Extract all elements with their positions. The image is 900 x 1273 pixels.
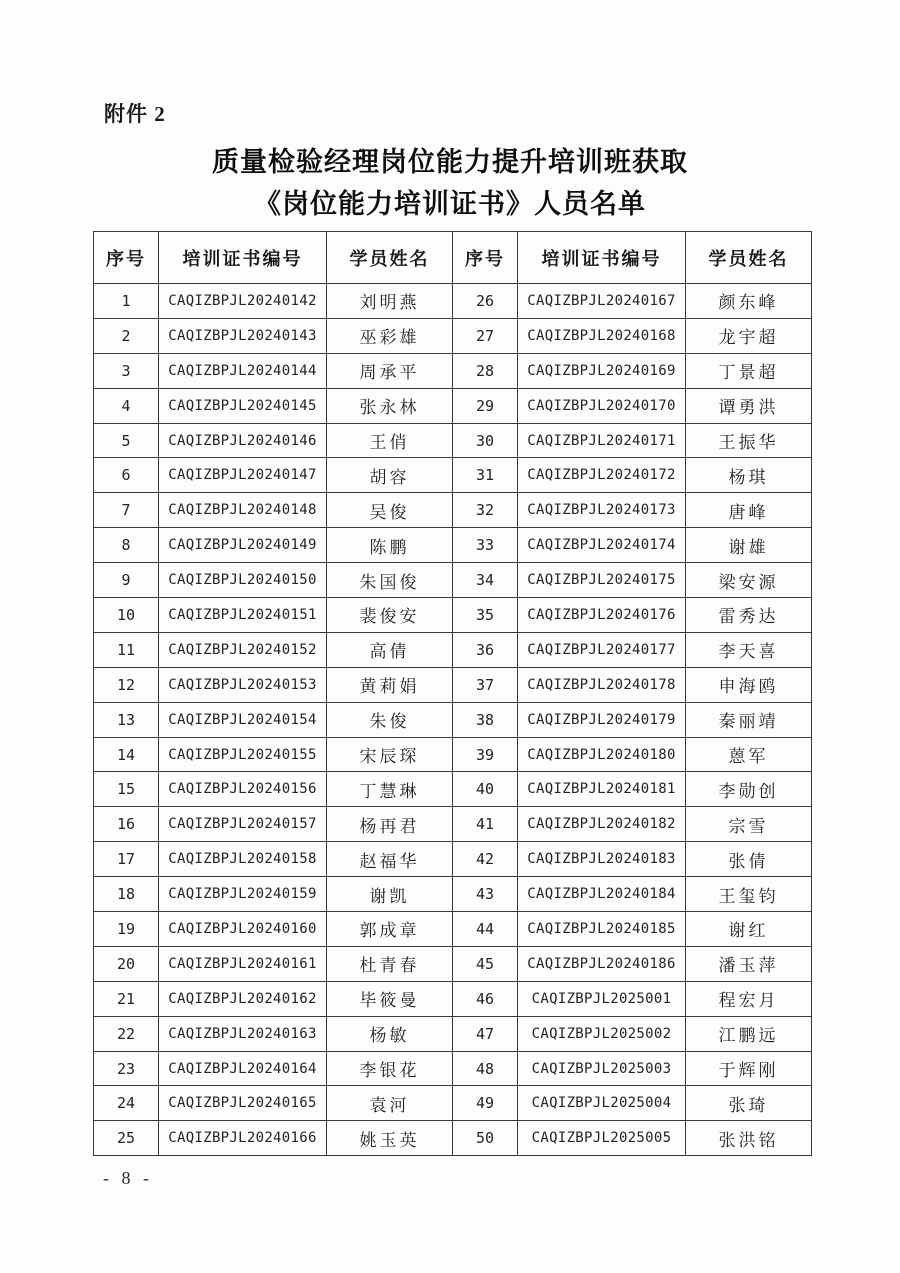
certificate-number-cell: CAQIZBPJL20240147	[159, 458, 327, 493]
column-header-name-right: 学员姓名	[686, 232, 812, 284]
serial-number-cell: 1	[94, 284, 159, 319]
serial-number-cell: 7	[94, 493, 159, 528]
certificate-number-cell: CAQIZBPJL20240171	[518, 423, 686, 458]
student-name-cell: 丁景超	[686, 353, 812, 388]
table-row	[94, 388, 812, 423]
table-row	[94, 702, 812, 737]
certificate-number-cell: CAQIZBPJL20240144	[159, 353, 327, 388]
certificate-number-cell: CAQIZBPJL20240159	[159, 877, 327, 912]
certificate-number-cell: CAQIZBPJL20240158	[159, 842, 327, 877]
certificate-number-cell: CAQIZBPJL20240157	[159, 807, 327, 842]
certificate-number-cell: CAQIZBPJL20240168	[518, 318, 686, 353]
serial-number-cell: 46	[453, 981, 518, 1016]
certificate-number-cell: CAQIZBPJL20240177	[518, 632, 686, 667]
certificate-number-cell: CAQIZBPJL20240143	[159, 318, 327, 353]
serial-number-cell: 27	[453, 318, 518, 353]
certificate-number-cell: CAQIZBPJL20240167	[518, 284, 686, 319]
serial-number-cell: 16	[94, 807, 159, 842]
certificate-number-cell: CAQIZBPJL20240183	[518, 842, 686, 877]
certificate-number-cell: CAQIZBPJL2025001	[518, 981, 686, 1016]
serial-number-cell: 10	[94, 598, 159, 633]
certificate-number-cell: CAQIZBPJL2025005	[518, 1121, 686, 1156]
serial-number-cell: 2	[94, 318, 159, 353]
student-name-cell: 黄莉娟	[327, 667, 453, 702]
serial-number-cell: 48	[453, 1051, 518, 1086]
serial-number-cell: 13	[94, 702, 159, 737]
document-title	[0, 141, 900, 225]
serial-number-cell: 45	[453, 946, 518, 981]
student-name-cell: 周承平	[327, 353, 453, 388]
student-name-cell: 谢雄	[686, 528, 812, 563]
student-name-cell: 蒽军	[686, 737, 812, 772]
serial-number-cell: 34	[453, 563, 518, 598]
student-name-cell: 于辉刚	[686, 1051, 812, 1086]
student-name-cell: 龙宇超	[686, 318, 812, 353]
student-name-cell: 谢红	[686, 912, 812, 947]
serial-number-cell: 39	[453, 737, 518, 772]
column-header-name-left: 学员姓名	[327, 232, 453, 284]
serial-number-cell: 43	[453, 877, 518, 912]
certificate-number-cell: CAQIZBPJL20240164	[159, 1051, 327, 1086]
certificate-number-cell: CAQIZBPJL20240176	[518, 598, 686, 633]
attachment-label: 附件 2	[104, 102, 166, 126]
serial-number-cell: 36	[453, 632, 518, 667]
student-name-cell: 朱俊	[327, 702, 453, 737]
certificate-number-cell: CAQIZBPJL20240142	[159, 284, 327, 319]
table-row	[94, 458, 812, 493]
student-name-cell: 杨再君	[327, 807, 453, 842]
serial-number-cell: 42	[453, 842, 518, 877]
student-name-cell: 王振华	[686, 423, 812, 458]
student-name-cell: 杜青春	[327, 946, 453, 981]
student-name-cell: 胡容	[327, 458, 453, 493]
serial-number-cell: 4	[94, 388, 159, 423]
serial-number-cell: 35	[453, 598, 518, 633]
title-line-1: 质量检验经理岗位能力提升培训班获取	[212, 147, 688, 177]
serial-number-cell: 17	[94, 842, 159, 877]
serial-number-cell: 19	[94, 912, 159, 947]
serial-number-cell: 3	[94, 353, 159, 388]
student-name-cell: 李天喜	[686, 632, 812, 667]
student-name-cell: 李银花	[327, 1051, 453, 1086]
certificate-number-cell: CAQIZBPJL2025004	[518, 1086, 686, 1121]
table-row	[94, 318, 812, 353]
table-row	[94, 493, 812, 528]
certificate-number-cell: CAQIZBPJL20240178	[518, 667, 686, 702]
student-name-cell: 毕筱曼	[327, 981, 453, 1016]
student-name-cell: 程宏月	[686, 981, 812, 1016]
student-name-cell: 裴俊安	[327, 598, 453, 633]
column-header-serial-right: 序号	[453, 232, 518, 284]
certificate-number-cell: CAQIZBPJL20240146	[159, 423, 327, 458]
student-name-cell: 江鹏远	[686, 1016, 812, 1051]
student-name-cell: 姚玉英	[327, 1121, 453, 1156]
table-row	[94, 598, 812, 633]
table-row	[94, 1016, 812, 1051]
column-header-serial-left: 序号	[94, 232, 159, 284]
certificate-number-cell: CAQIZBPJL20240148	[159, 493, 327, 528]
certificate-number-cell: CAQIZBPJL20240152	[159, 632, 327, 667]
serial-number-cell: 12	[94, 667, 159, 702]
table-row	[94, 772, 812, 807]
student-name-cell: 梁安源	[686, 563, 812, 598]
certificate-number-cell: CAQIZBPJL20240184	[518, 877, 686, 912]
serial-number-cell: 30	[453, 423, 518, 458]
student-name-cell: 秦丽靖	[686, 702, 812, 737]
student-name-cell: 巫彩雄	[327, 318, 453, 353]
serial-number-cell: 33	[453, 528, 518, 563]
table-row	[94, 667, 812, 702]
serial-number-cell: 31	[453, 458, 518, 493]
serial-number-cell: 32	[453, 493, 518, 528]
certificate-number-cell: CAQIZBPJL20240145	[159, 388, 327, 423]
student-name-cell: 刘明燕	[327, 284, 453, 319]
certificate-number-cell: CAQIZBPJL20240153	[159, 667, 327, 702]
student-name-cell: 宗雪	[686, 807, 812, 842]
student-name-cell: 赵福华	[327, 842, 453, 877]
table-row	[94, 807, 812, 842]
certificate-number-cell: CAQIZBPJL20240179	[518, 702, 686, 737]
student-name-cell: 杨琪	[686, 458, 812, 493]
serial-number-cell: 24	[94, 1086, 159, 1121]
serial-number-cell: 11	[94, 632, 159, 667]
student-name-cell: 宋辰琛	[327, 737, 453, 772]
student-name-cell: 袁河	[327, 1086, 453, 1121]
serial-number-cell: 6	[94, 458, 159, 493]
table-row	[94, 946, 812, 981]
student-name-cell: 张洪铭	[686, 1121, 812, 1156]
table-row	[94, 1051, 812, 1086]
certificate-number-cell: CAQIZBPJL20240169	[518, 353, 686, 388]
column-header-certificate-left: 培训证书编号	[159, 232, 327, 284]
certificate-number-cell: CAQIZBPJL20240151	[159, 598, 327, 633]
student-name-cell: 朱国俊	[327, 563, 453, 598]
serial-number-cell: 29	[453, 388, 518, 423]
serial-number-cell: 25	[94, 1121, 159, 1156]
serial-number-cell: 47	[453, 1016, 518, 1051]
certificate-number-cell: CAQIZBPJL20240163	[159, 1016, 327, 1051]
certificate-number-cell: CAQIZBPJL20240170	[518, 388, 686, 423]
student-name-cell: 谭勇洪	[686, 388, 812, 423]
table-row	[94, 632, 812, 667]
serial-number-cell: 20	[94, 946, 159, 981]
certificate-number-cell: CAQIZBPJL2025002	[518, 1016, 686, 1051]
certificate-number-cell: CAQIZBPJL20240162	[159, 981, 327, 1016]
certificate-number-cell: CAQIZBPJL20240173	[518, 493, 686, 528]
column-header-certificate-right: 培训证书编号	[518, 232, 686, 284]
serial-number-cell: 28	[453, 353, 518, 388]
serial-number-cell: 41	[453, 807, 518, 842]
student-name-cell: 丁慧琳	[327, 772, 453, 807]
student-name-cell: 潘玉萍	[686, 946, 812, 981]
table-row	[94, 912, 812, 947]
student-name-cell: 杨敏	[327, 1016, 453, 1051]
certificate-number-cell: CAQIZBPJL20240155	[159, 737, 327, 772]
certificate-number-cell: CAQIZBPJL20240182	[518, 807, 686, 842]
student-name-cell: 雷秀达	[686, 598, 812, 633]
certificate-number-cell: CAQIZBPJL20240180	[518, 737, 686, 772]
certificate-number-cell: CAQIZBPJL20240166	[159, 1121, 327, 1156]
certificate-number-cell: CAQIZBPJL20240174	[518, 528, 686, 563]
student-name-cell: 李勋创	[686, 772, 812, 807]
serial-number-cell: 8	[94, 528, 159, 563]
table-row	[94, 423, 812, 458]
table-row	[94, 1086, 812, 1121]
serial-number-cell: 26	[453, 284, 518, 319]
serial-number-cell: 49	[453, 1086, 518, 1121]
table-row	[94, 353, 812, 388]
serial-number-cell: 50	[453, 1121, 518, 1156]
student-name-cell: 王俏	[327, 423, 453, 458]
serial-number-cell: 23	[94, 1051, 159, 1086]
certificate-number-cell: CAQIZBPJL20240186	[518, 946, 686, 981]
certificate-number-cell: CAQIZBPJL20240154	[159, 702, 327, 737]
serial-number-cell: 44	[453, 912, 518, 947]
certificate-number-cell: CAQIZBPJL20240181	[518, 772, 686, 807]
student-name-cell: 郭成章	[327, 912, 453, 947]
certificate-number-cell: CAQIZBPJL20240175	[518, 563, 686, 598]
table-row	[94, 981, 812, 1016]
certificate-number-cell: CAQIZBPJL20240160	[159, 912, 327, 947]
student-name-cell: 申海鸥	[686, 667, 812, 702]
student-name-cell: 高倩	[327, 632, 453, 667]
serial-number-cell: 37	[453, 667, 518, 702]
serial-number-cell: 22	[94, 1016, 159, 1051]
serial-number-cell: 38	[453, 702, 518, 737]
serial-number-cell: 18	[94, 877, 159, 912]
serial-number-cell: 15	[94, 772, 159, 807]
student-name-cell: 吴俊	[327, 493, 453, 528]
student-name-cell: 王玺钧	[686, 877, 812, 912]
table-row	[94, 528, 812, 563]
certificate-number-cell: CAQIZBPJL20240161	[159, 946, 327, 981]
certificate-number-cell: CAQIZBPJL20240156	[159, 772, 327, 807]
student-name-cell: 张琦	[686, 1086, 812, 1121]
table-header-row	[94, 232, 812, 284]
table-row	[94, 842, 812, 877]
serial-number-cell: 40	[453, 772, 518, 807]
certificate-number-cell: CAQIZBPJL2025003	[518, 1051, 686, 1086]
serial-number-cell: 9	[94, 563, 159, 598]
certificate-number-cell: CAQIZBPJL20240185	[518, 912, 686, 947]
table-row	[94, 1121, 812, 1156]
serial-number-cell: 5	[94, 423, 159, 458]
serial-number-cell: 14	[94, 737, 159, 772]
trainee-roster-table	[93, 231, 812, 1156]
certificate-number-cell: CAQIZBPJL20240172	[518, 458, 686, 493]
student-name-cell: 陈鹏	[327, 528, 453, 563]
table-body	[94, 284, 812, 1156]
certificate-number-cell: CAQIZBPJL20240165	[159, 1086, 327, 1121]
serial-number-cell: 21	[94, 981, 159, 1016]
page-number: - 8 -	[103, 1168, 153, 1188]
student-name-cell: 张倩	[686, 842, 812, 877]
certificate-number-cell: CAQIZBPJL20240149	[159, 528, 327, 563]
student-name-cell: 唐峰	[686, 493, 812, 528]
table-row	[94, 284, 812, 319]
table-row	[94, 737, 812, 772]
title-line-2: 《岗位能力培训证书》人员名单	[254, 189, 646, 219]
certificate-number-cell: CAQIZBPJL20240150	[159, 563, 327, 598]
table-row	[94, 877, 812, 912]
student-name-cell: 谢凯	[327, 877, 453, 912]
table-row	[94, 563, 812, 598]
student-name-cell: 颜东峰	[686, 284, 812, 319]
student-name-cell: 张永林	[327, 388, 453, 423]
